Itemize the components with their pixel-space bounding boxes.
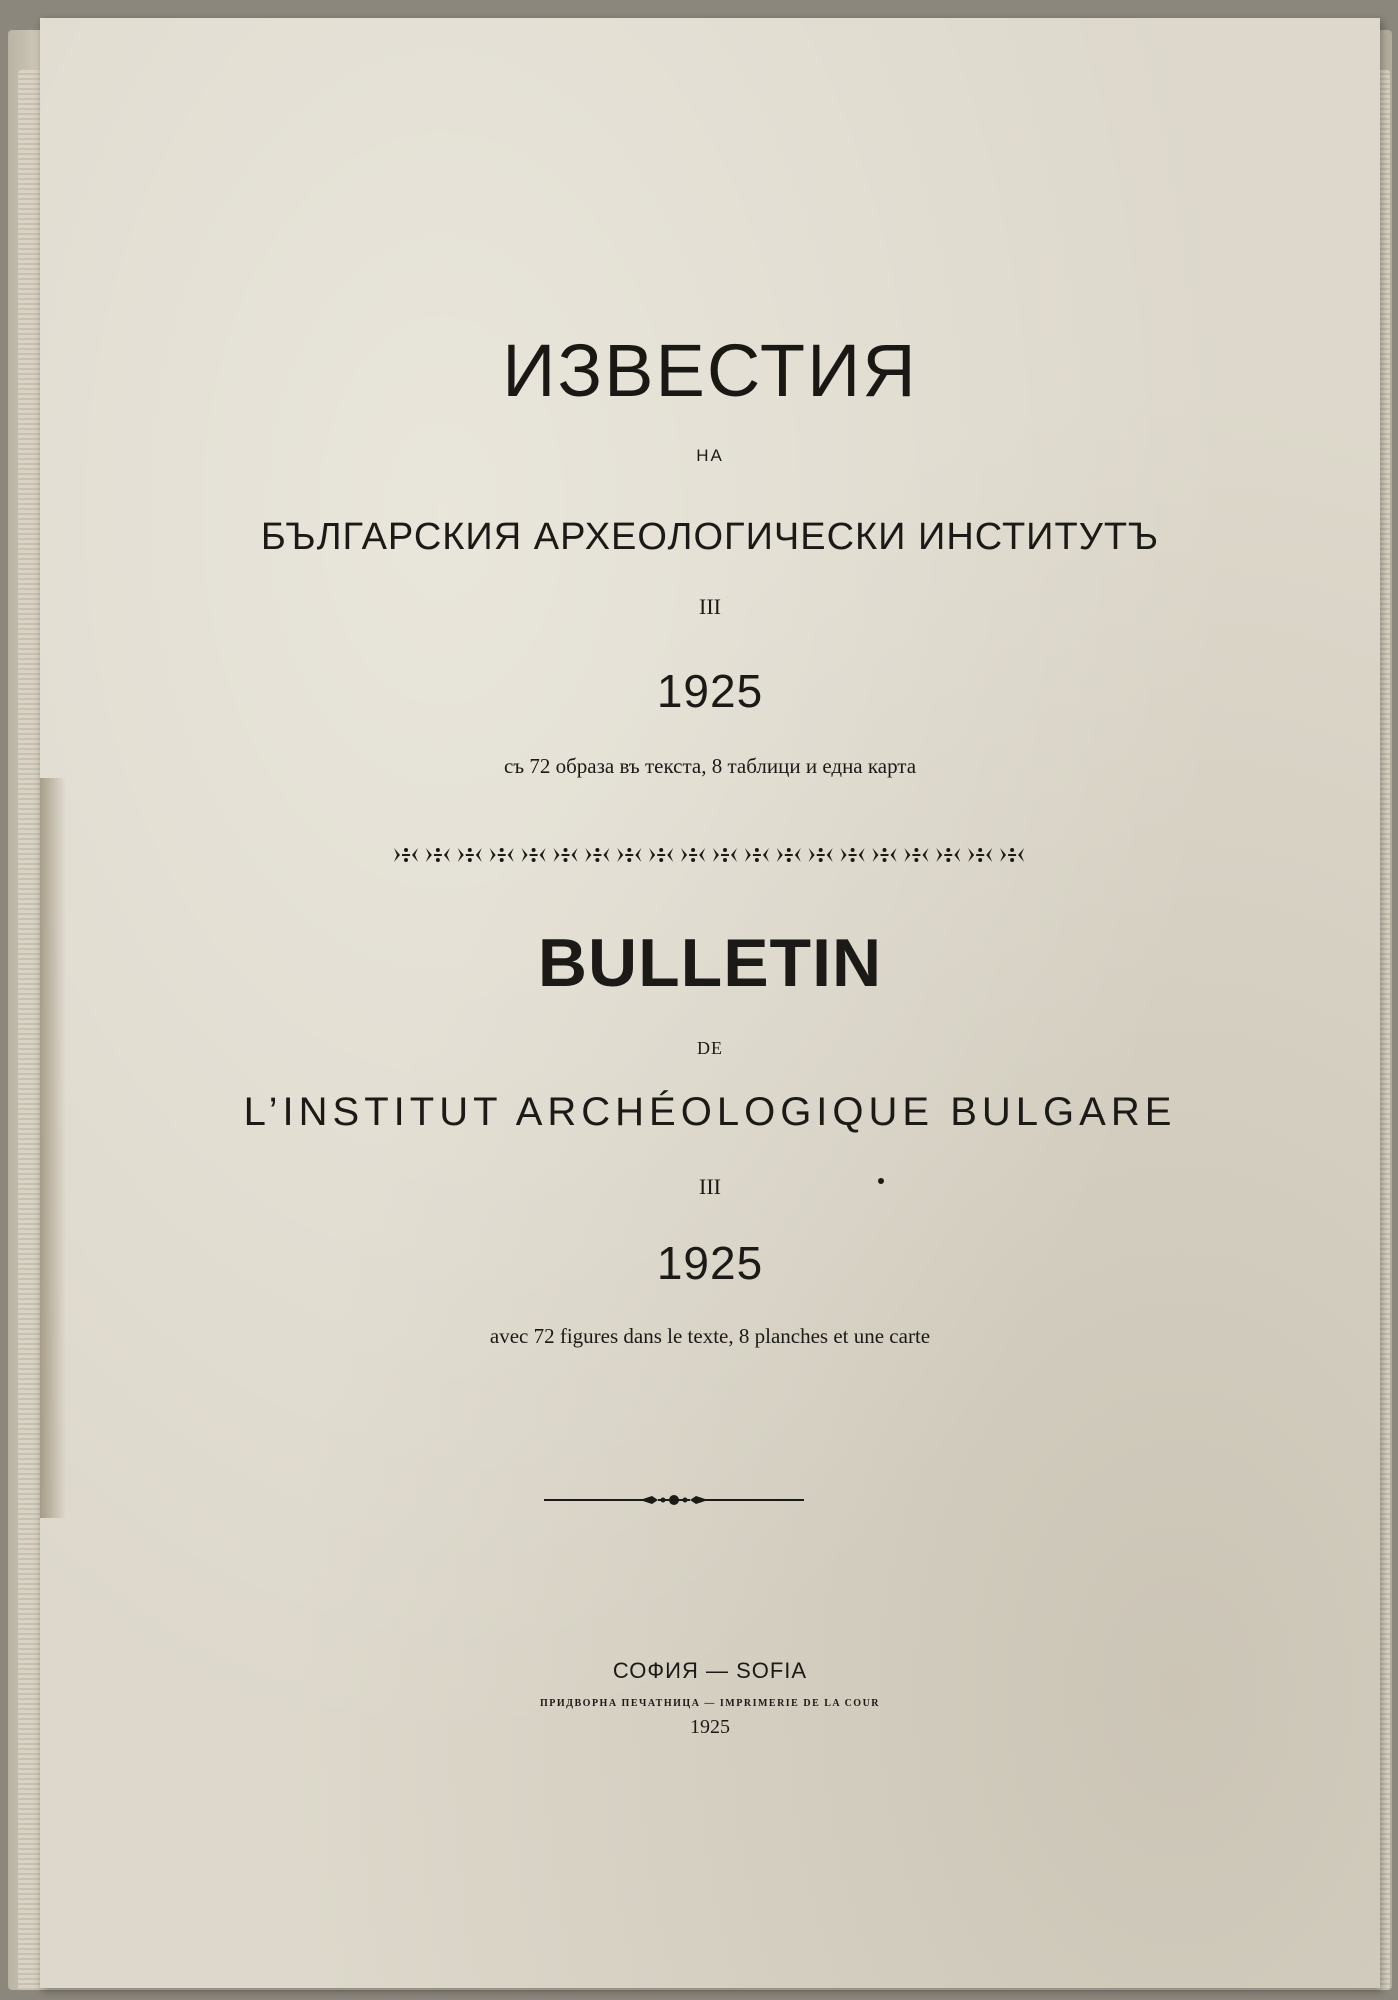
- ornament-dot: [691, 858, 695, 862]
- edge-stain: [40, 778, 66, 1518]
- ornament-dot: [819, 848, 823, 852]
- ornament-dot: [978, 848, 982, 852]
- ornament-dot: [755, 848, 759, 852]
- ornament-dot: [404, 858, 408, 862]
- ornament-dot: [723, 848, 727, 852]
- ornament-dot: [627, 858, 631, 862]
- ornament-dot: [468, 858, 472, 862]
- ornament-dot: [851, 848, 855, 852]
- ornament-dot: [883, 858, 887, 862]
- ornament-dot: [436, 858, 440, 862]
- preposition-na: НА: [696, 446, 724, 465]
- ornament-dot: [723, 858, 727, 862]
- ornament-dot: [1010, 848, 1014, 852]
- ornament-dot: [914, 848, 918, 852]
- institute-name-french: L’INSTITUT ARCHÉOLOGIQUE BULGARE: [243, 1090, 1177, 1134]
- ornament-dot: [564, 848, 568, 852]
- ornament-dot: [755, 858, 759, 862]
- publication-city: СОФИЯ — SOFIA: [612, 1658, 808, 1683]
- ornament-dot: [659, 848, 663, 852]
- ornament-dot: [532, 858, 536, 862]
- ornament-dot: [883, 848, 887, 852]
- ornament-dot: [436, 848, 440, 852]
- preposition-de: DE: [697, 1038, 723, 1058]
- ornament-dot: [978, 858, 982, 862]
- ornament-dot: [851, 858, 855, 862]
- ornament-dot: [500, 858, 504, 862]
- printer-name: ПРИДВОРНА ПЕЧАТНИЦА — IMPRIMERIE DE LA COUR: [539, 1698, 881, 1709]
- ink-dot: [878, 1178, 884, 1184]
- ornament-dot: [500, 848, 504, 852]
- ornament-dot: [946, 858, 950, 862]
- ornament-dot: [787, 848, 791, 852]
- ornament-dot: [659, 858, 663, 862]
- ornament-dot: [946, 848, 950, 852]
- ornament-dot: [404, 848, 408, 852]
- institute-name-bulgarian: БЪЛГАРСКИЯ АРХЕОЛОГИЧЕСКИ ИНСТИТУТЪ: [260, 516, 1160, 558]
- year-french: 1925: [656, 1237, 764, 1289]
- volume-number-bulgarian: III: [699, 594, 721, 619]
- ornament-dot: [532, 848, 536, 852]
- ornament-dot: [468, 848, 472, 852]
- ornament-dot: [819, 858, 823, 862]
- ornament-dot: [691, 848, 695, 852]
- volume-number-french: III: [699, 1174, 721, 1199]
- ornament-dot: [595, 848, 599, 852]
- year-bulgarian: 1925: [656, 665, 764, 717]
- ornament-dot: [595, 858, 599, 862]
- book-cover: [40, 18, 1380, 1988]
- publication-year: 1925: [690, 1716, 730, 1738]
- subtitle-french: avec 72 figures dans le texte, 8 planches et une carte: [489, 1324, 931, 1348]
- ornament-dot: [564, 858, 568, 862]
- ornament-dot: [787, 858, 791, 862]
- title-french: BULLETIN: [537, 925, 883, 1001]
- ornamental-border: [390, 844, 1028, 866]
- decorative-divider: [544, 1492, 804, 1508]
- title-bulgarian: ИЗВЕСТИЯ: [502, 329, 918, 412]
- subtitle-bulgarian: съ 72 образа въ текста, 8 таблици и една карта: [503, 754, 917, 778]
- ornament-dot: [1010, 858, 1014, 862]
- ornament-dot: [914, 858, 918, 862]
- ornament-dot: [627, 848, 631, 852]
